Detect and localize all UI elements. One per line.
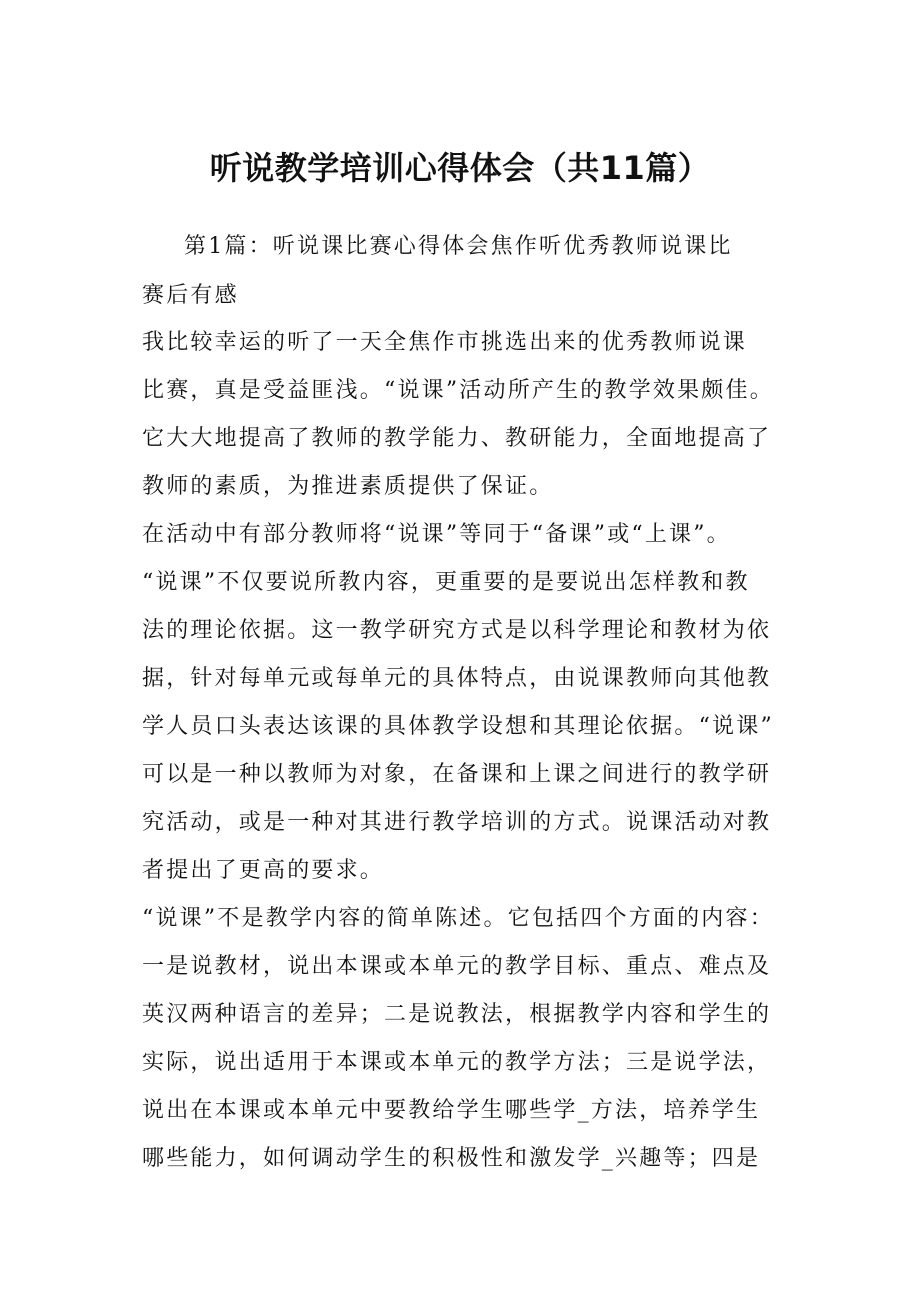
text-line: 教师的素质，为推进素质提供了保证。	[142, 474, 554, 499]
text-line: 比赛，真是受益匪浅。“说课”活动所产生的教学效果颇佳。	[142, 378, 774, 403]
text-line: 据，针对每单元或每单元的具体特点，由说课教师向其他教	[142, 666, 772, 691]
text-line: “说课”不是教学内容的简单陈述。它包括四个方面的内容：	[142, 906, 774, 931]
text-line: 在活动中有部分教师将“说课”等同于“备课”或“上课”。	[142, 522, 731, 547]
text-line: 实际，说出适用于本课或本单元的教学方法；三是说学法，	[142, 1050, 772, 1075]
text-line: 它大大地提高了教师的教学能力、教研能力，全面地提高了	[142, 426, 772, 451]
text-line: 说出在本课或本单元中要教给学生哪些学_方法，培养学生	[142, 1098, 761, 1123]
text-line: 我比较幸运的听了一天全焦作市挑选出来的优秀教师说课	[142, 330, 748, 355]
text-line: 一是说教材，说出本课或本单元的教学目标、重点、难点及	[142, 954, 772, 979]
text-line: 哪些能力，如何调动学生的积极性和激发学_兴趣等；四是	[142, 1146, 761, 1171]
text-line: “说课”不仅要说所教内容，更重要的是要说出怎样教和教	[142, 570, 750, 595]
text-line: 第1篇：听说课比赛心得体会焦作听优秀教师说课比	[184, 234, 733, 259]
text-line: 赛后有感	[142, 283, 239, 308]
text-line: 学人员口头表达该课的具体教学设想和其理论依据。“说课”	[142, 714, 774, 739]
text-line: 者提出了更高的要求。	[142, 858, 385, 883]
text-line: 英汉两种语言的差异；二是说教法，根据教学内容和学生的	[142, 1002, 772, 1027]
text-line: 法的理论依据。这一教学研究方式是以科学理论和教材为依	[142, 618, 772, 643]
document-title: 听说教学培训心得体会（共11篇）	[209, 149, 711, 187]
text-line: 可以是一种以教师为对象，在备课和上课之间进行的教学研	[142, 762, 772, 787]
text-line: 究活动，或是一种对其进行教学培训的方式。说课活动对教	[142, 810, 772, 835]
